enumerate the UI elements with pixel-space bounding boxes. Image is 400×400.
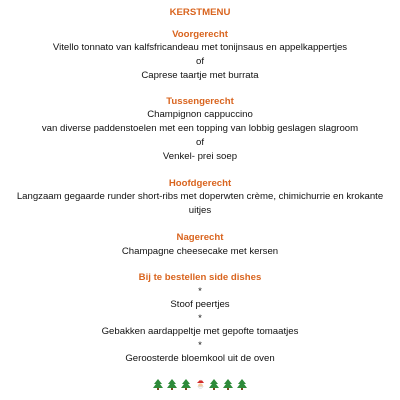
section-heading-voorgerecht: Voorgerecht xyxy=(172,29,228,40)
christmas-tree-icon xyxy=(223,379,233,390)
christmas-tree-icon xyxy=(209,379,219,390)
menu-separator: * xyxy=(198,313,202,324)
section-heading-nagerecht: Nagerecht xyxy=(176,232,224,243)
menu-line: Venkel- prei soep xyxy=(162,151,238,162)
menu-title: KERSTMENU xyxy=(169,7,231,18)
christmas-tree-icon xyxy=(153,379,163,390)
section-heading-tussengerecht: Tussengerecht xyxy=(166,96,234,107)
menu-line: Langzaam gegaarde runder short-ribs met doperwten crème, chimichurrie en krokante xyxy=(16,191,384,202)
menu-line: Geroosterde bloemkool uit de oven xyxy=(125,353,275,364)
footer-emoji-row xyxy=(0,378,400,392)
christmas-tree-icon xyxy=(237,379,247,390)
menu-separator: * xyxy=(198,286,202,297)
menu-line: uitjes xyxy=(188,205,212,216)
menu-line: Champagne cheesecake met kersen xyxy=(121,246,279,257)
menu-line: van diverse paddenstoelen met een topping van lobbig geslagen slagroom xyxy=(41,123,359,134)
menu-separator: * xyxy=(198,340,202,351)
menu-line: Vitello tonnato van kalfsfricandeau met tonijnsaus en appelkappertjes xyxy=(52,42,348,53)
menu-line: Caprese taartje met burrata xyxy=(141,70,259,81)
christmas-tree-icon xyxy=(181,379,191,390)
menu-line: of xyxy=(195,137,204,148)
menu-line: Champignon cappuccino xyxy=(147,109,253,120)
menu-line: Gebakken aardappeltje met gepofte tomaatjes xyxy=(101,326,299,337)
menu-line: Stoof peertjes xyxy=(170,299,230,310)
christmas-tree-icon xyxy=(167,379,177,390)
section-heading-side-dishes: Bij te bestellen side dishes xyxy=(138,272,262,283)
santa-icon xyxy=(195,379,206,390)
section-heading-hoofdgerecht: Hoofdgerecht xyxy=(168,178,232,189)
menu-line: of xyxy=(195,56,204,67)
